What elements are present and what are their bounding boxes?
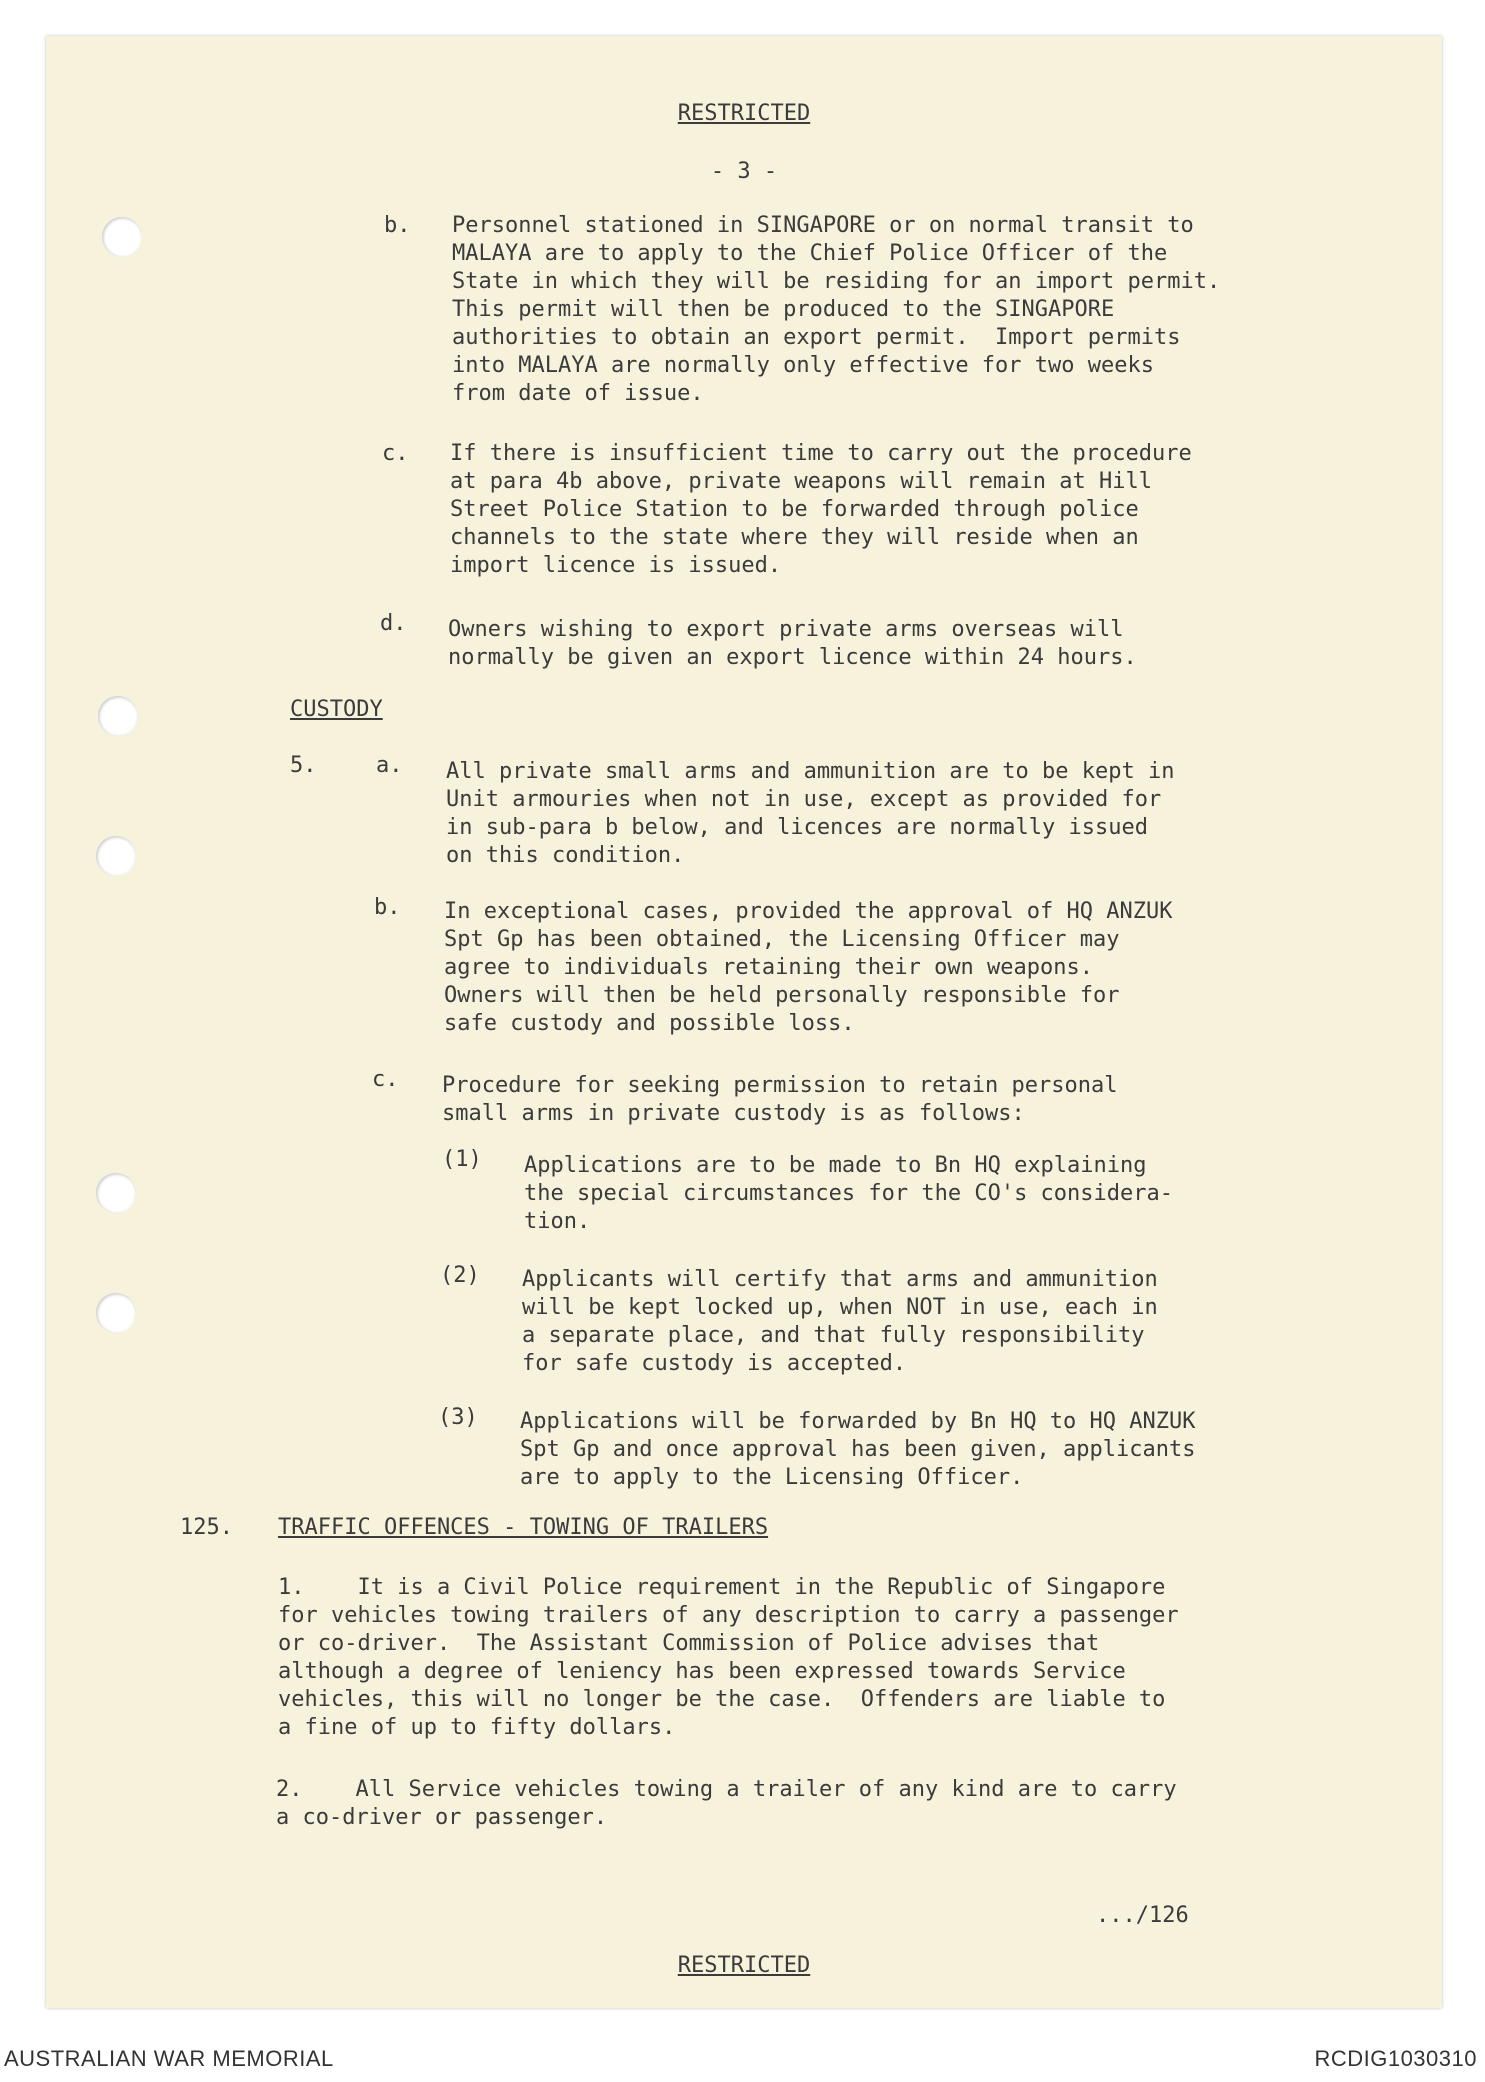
para-4b-text: Personnel stationed in SINGAPORE or on normal transit to MALAYA are to apply to the Chief Police Officer of the State in which they will be residing for an import permit. This permit will then be produced to the SINGAPORE authorities to obtain an export permit. Import permits into MALAYA are normally only effective for two weeks from date of issue. (452, 213, 1221, 406)
para-5b-text: In exceptional cases, provided the approval of HQ ANZUK Spt Gp has been obtained, the Licensing Officer may agree to individuals retaining their own weapons. Owners will then be held personally responsible for safe custody and possible loss. (444, 899, 1173, 1036)
step-1-label: (1) (442, 1147, 482, 1172)
step-1-text: Applications are to be made to Bn HQ explaining the special circumstances for the CO's considera- tion. (524, 1153, 1174, 1234)
para-5c-text: Procedure for seeking permission to retain personal small arms in private custody is as follows: (442, 1073, 1118, 1126)
step-2-text: Applicants will certify that arms and ammunition will be kept locked up, when NOT in use, each in a separate place, and that fully responsibility for safe custody is accepted. (522, 1267, 1158, 1376)
para-5-number: 5. (290, 753, 317, 778)
continuation-marker: .../126 (1096, 1903, 1189, 1928)
para-5c-label: c. (372, 1067, 399, 1092)
classification-header: RESTRICTED (677, 101, 811, 126)
step-3-text: Applications will be forwarded by Bn HQ to HQ ANZUK Spt Gp and once approval has been given, applicants are to apply to the Licensing Officer. (520, 1409, 1196, 1490)
page-number: - 3 - (710, 159, 778, 184)
classification-footer: RESTRICTED (677, 1953, 811, 1978)
custody-heading: CUSTODY (290, 697, 383, 722)
archive-reference: RCDIG1030310 (1314, 2046, 1477, 2071)
punch-hole (96, 1173, 136, 1213)
document-page (46, 36, 1442, 2008)
archive-institution: AUSTRALIAN WAR MEMORIAL (4, 2046, 334, 2071)
punch-hole (96, 836, 136, 876)
section-125-para-2: 2. All Service vehicles towing a trailer of any kind are to carry a co-driver or passenger. (276, 1777, 1177, 1830)
punch-hole (102, 217, 142, 257)
step-2-label: (2) (440, 1263, 480, 1288)
para-5b-label: b. (374, 895, 401, 920)
step-3-label: (3) (438, 1405, 478, 1430)
section-125-heading: TRAFFIC OFFENCES - TOWING OF TRAILERS (278, 1515, 769, 1540)
section-125-number: 125. (180, 1515, 233, 1540)
para-4d-text: Owners wishing to export private arms overseas will normally be given an export licence within 24 hours. (448, 617, 1137, 670)
para-4b-label: b. (384, 213, 411, 238)
punch-hole (96, 1293, 136, 1333)
para-4d-label: d. (380, 611, 407, 636)
punch-hole (98, 696, 138, 736)
para-4c-label: c. (382, 441, 409, 466)
para-5a-label: a. (376, 753, 403, 778)
section-125-para-1: 1. It is a Civil Police requirement in the Republic of Singapore for vehicles towing trailers of any description to carry a passenger or co-driver. The Assistant Commission of Police advises that although a degree of leniency has been expressed towards Service vehicles, this will no longer be the case. Offenders are liable to a fine of up to fifty dollars. (278, 1575, 1179, 1740)
para-4c-text: If there is insufficient time to carry out the procedure at para 4b above, private weapons will remain at Hill Street Police Station to be forwarded through police channels to the state where they will reside when an import licence is issued. (450, 441, 1192, 578)
para-5a-text: All private small arms and ammunition are to be kept in Unit armouries when not in use, except as provided for in sub-para b below, and licences are normally issued on this condition. (446, 759, 1175, 868)
